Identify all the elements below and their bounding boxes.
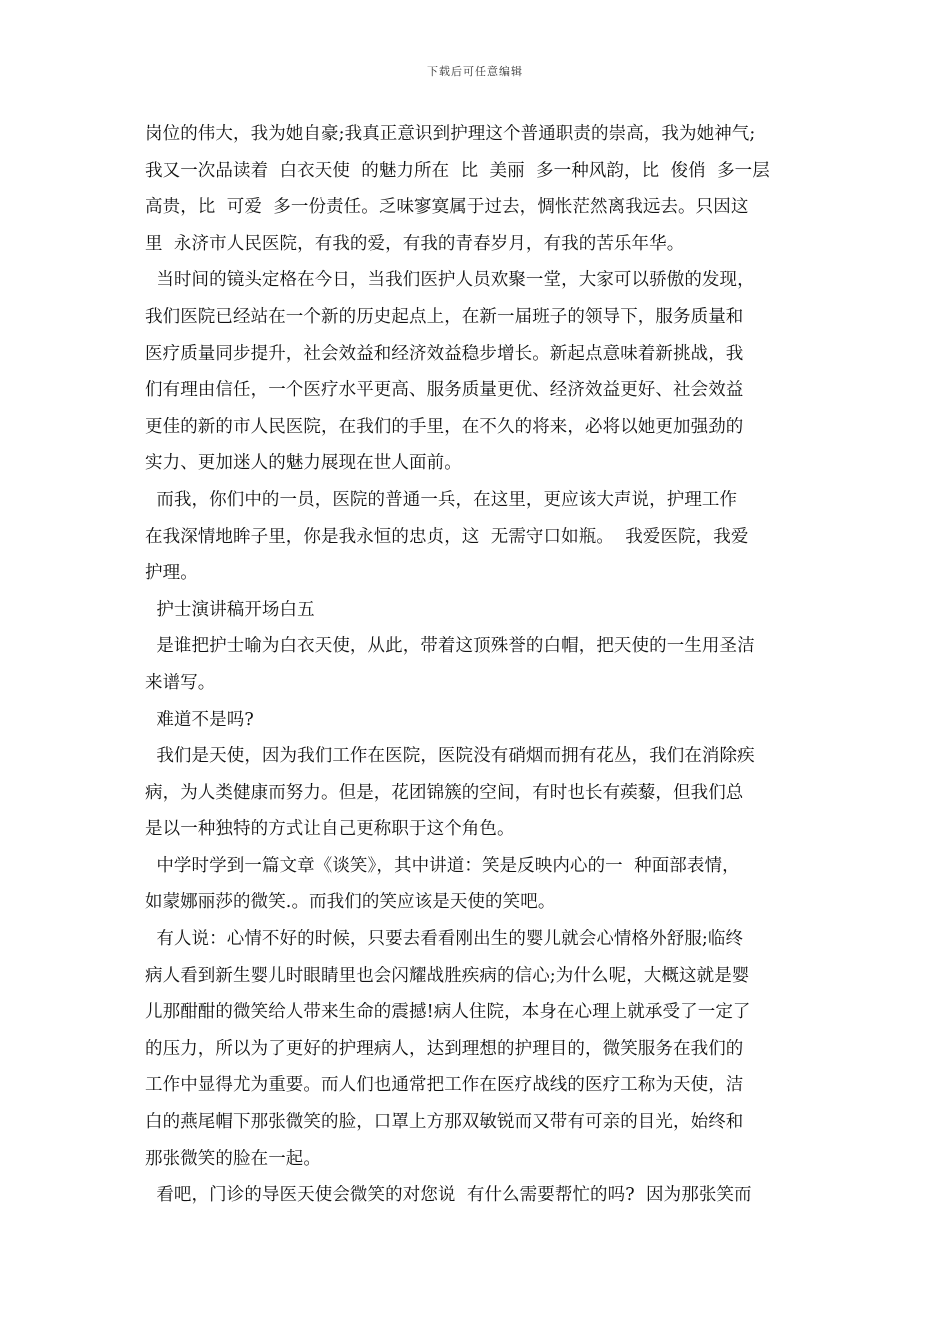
- text-line: 我又一次品读着 白衣天使 的魅力所在 比 美丽 多一种风韵，比 俊俏 多一层: [145, 160, 770, 181]
- text-line: 更佳的新的市人民医院，在我们的手里，在不久的将来，必将以她更加强劲的: [145, 416, 744, 437]
- text-line: 工作中显得尤为重要。而人们也通常把工作在医疗战线的医疗工称为天使，洁: [145, 1075, 744, 1096]
- text-line: 的压力，所以为了更好的护理病人，达到理想的护理目的，微笑服务在我们的: [145, 1038, 744, 1059]
- text-line: 难道不是吗?: [145, 709, 254, 730]
- text-line: 当时间的镜头定格在今日，当我们医护人员欢聚一堂，大家可以骄傲的发现，: [145, 270, 755, 291]
- text-line: 儿那酣酣的微笑给人带来生命的震撼!病人住院，本身在心理上就承受了一定了: [145, 1002, 751, 1023]
- text-line: 里 永济市人民医院，有我的爱，有我的青春岁月，有我的苦乐年华。: [145, 233, 685, 254]
- text-line: 们有理由信任，一个医疗水平更高、服务质量更优、经济效益更好、社会效益: [145, 380, 744, 401]
- text-line: 医疗质量同步提升，社会效益和经济效益稳步增长。新起点意味着新挑战，我: [145, 343, 744, 364]
- text-line: 我们医院已经站在一个新的历史起点上，在新一届班子的领导下，服务质量和: [145, 306, 744, 327]
- text-line: 岗位的伟大，我为她自豪;我真正意识到护理这个普通职责的崇高，我为她神气;: [145, 124, 756, 144]
- text-line: 高贵，比 可爱 多一份责任。乏味寥寞属于过去，惆怅茫然离我远去。只因这: [145, 197, 749, 218]
- text-line: 病，为人类健康而努力。但是，花团锦簇的空间，有时也长有蒺藜，但我们总: [145, 782, 744, 803]
- text-line: 如蒙娜丽莎的微笑.。而我们的笑应该是天使的笑吧。: [145, 892, 556, 913]
- text-line: 是谁把护士喻为白衣天使，从此，带着这顶殊誉的白帽，把天使的一生用圣洁: [145, 636, 755, 657]
- text-line: 那张微笑的脸在一起。: [145, 1148, 321, 1169]
- text-line: 中学时学到一篇文章《谈笑》，其中讲道：笑是反映内心的一 种面部表情，: [145, 855, 740, 876]
- text-line: 白的燕尾帽下那张微笑的脸，口罩上方那双敏锐而又带有可亲的目光，始终和: [145, 1112, 744, 1133]
- text-line: 而我，你们中的一员，医院的普通一兵，在这里，更应该大声说，护理工作: [145, 489, 738, 510]
- text-line: 我们是天使，因为我们工作在医院，医院没有硝烟而拥有花丛，我们在消除疾: [145, 746, 755, 767]
- text-line: 实力、更加迷人的魅力展现在世人面前。: [145, 453, 462, 474]
- text-line: 来谱写。: [145, 672, 216, 693]
- text-line: 病人看到新生婴儿时眼睛里也会闪耀战胜疾病的信心;为什么呢，大概这就是婴: [145, 965, 750, 986]
- text-line: 看吧，门诊的导医天使会微笑的对您说 有什么需要帮忙的吗? 因为那张笑而: [145, 1185, 752, 1206]
- section-heading: 护士演讲稿开场白五: [145, 599, 315, 620]
- page-header: 下载后可任意编辑: [427, 65, 523, 78]
- text-line: 有人说：心情不好的时候，只要去看看刚出生的婴儿就会心情格外舒服;临终: [145, 929, 744, 950]
- text-line: 护理。: [145, 563, 198, 584]
- text-line: 是以一种独特的方式让自己更称职于这个角色。: [145, 819, 515, 840]
- document-body: [145, 116, 810, 1214]
- text-line: 在我深情地眸子里，你是我永恒的忠贞，这 无需守口如瓶。 我爱医院，我爱: [145, 526, 749, 547]
